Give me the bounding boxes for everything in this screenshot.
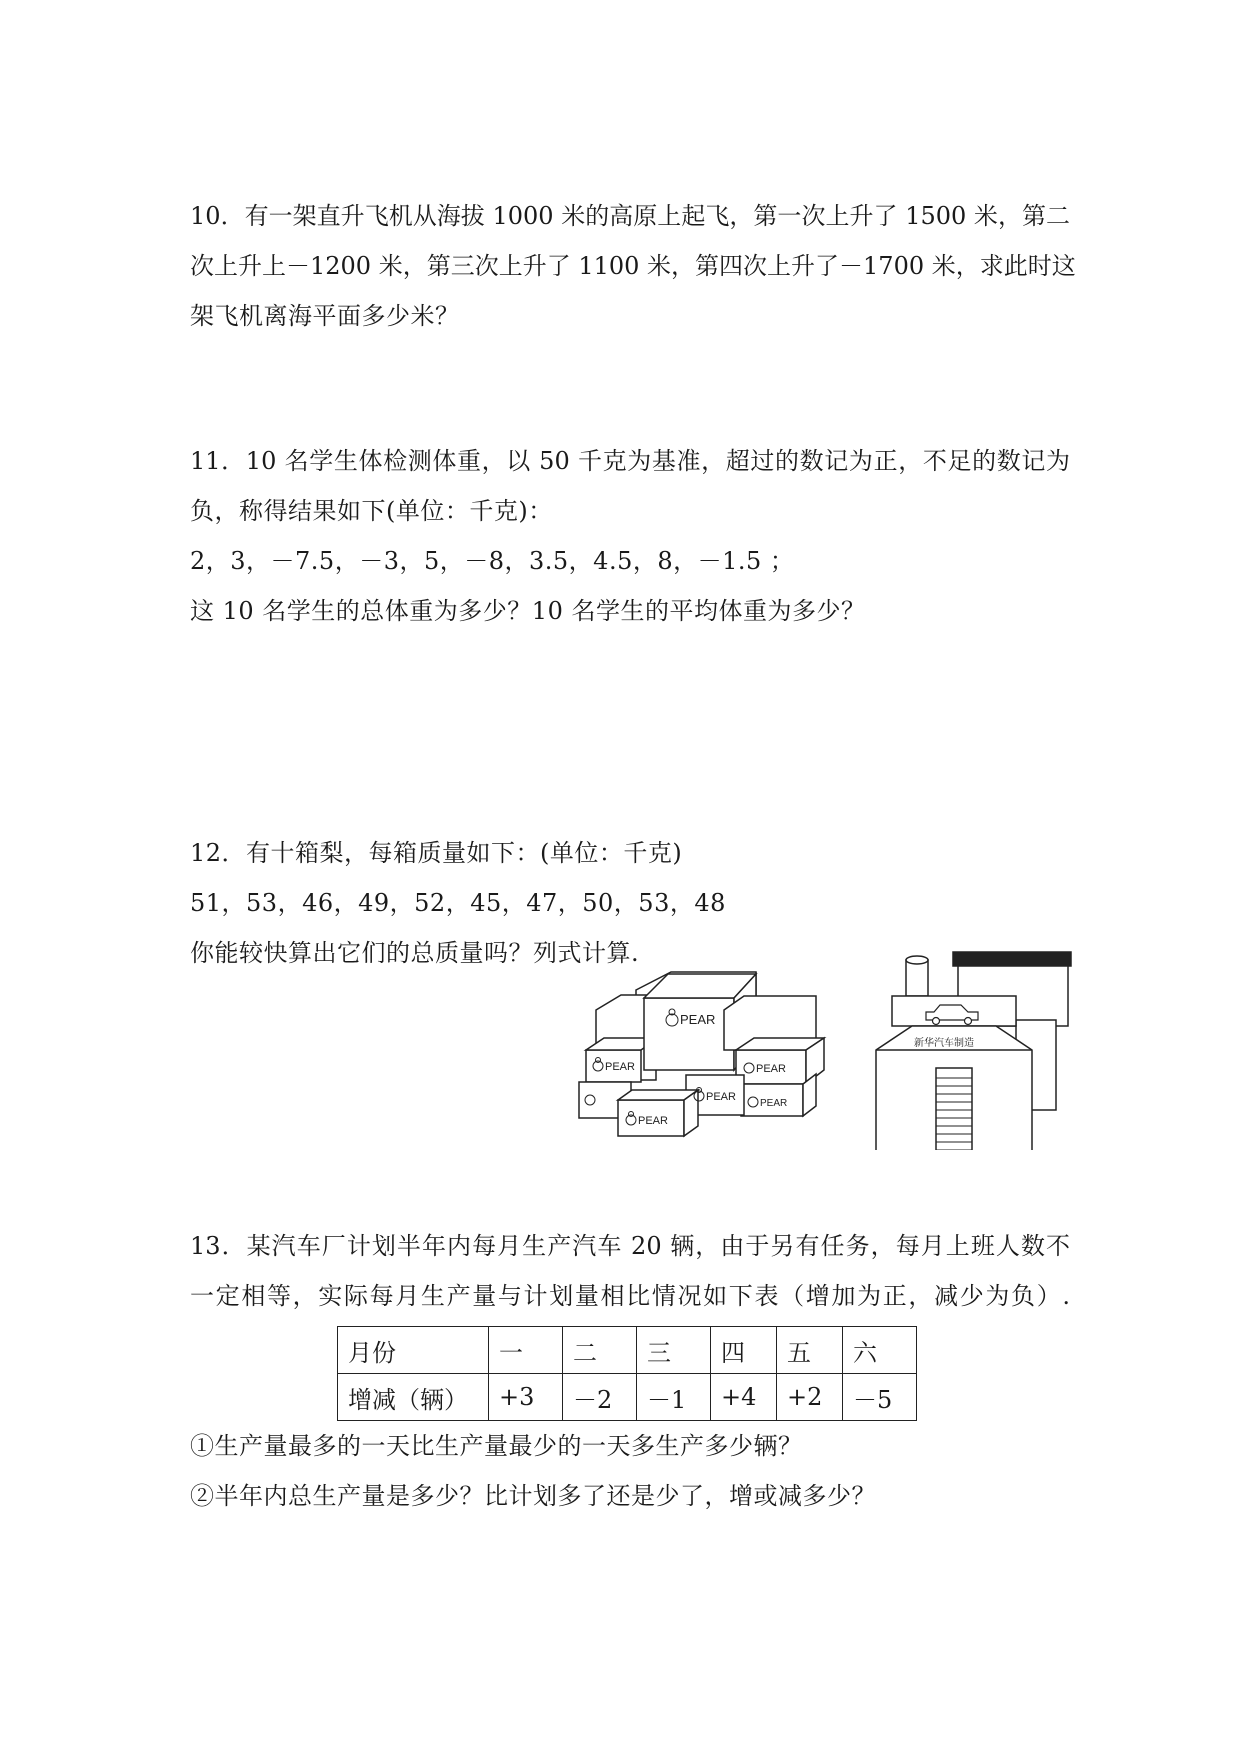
- table-cell-month: 二: [563, 1327, 637, 1374]
- q12-line-3: 你能较快算出它们的总质量吗？列式计算.: [190, 939, 640, 967]
- table-cell-month: 四: [711, 1327, 777, 1374]
- q10-line-2: 次上升上－1200 米，第三次上升了 1100 米，第四次上升了－1700 米，求此时这: [190, 252, 1076, 280]
- table-cell-month: 一: [489, 1327, 563, 1374]
- pear-label-bottom: PEAR: [638, 1115, 668, 1127]
- q11-data-values: 2，3，－7.5，－3，5，－8，3.5，4.5，8，－1.5 ；: [190, 547, 795, 575]
- pear-label-left: PEAR: [605, 1061, 635, 1073]
- pear-label-right-low: PEAR: [760, 1098, 788, 1109]
- table-cell-change: +3: [489, 1374, 563, 1421]
- table-cell-change: －5: [843, 1374, 917, 1421]
- table-header-month: 月份: [338, 1327, 489, 1374]
- pear-label-right: PEAR: [756, 1063, 786, 1075]
- table-cell-month: 六: [843, 1327, 917, 1374]
- q12-data-values: 51，53，46，49，52，45，47，50，53，48: [190, 889, 726, 917]
- table-cell-month: 三: [637, 1327, 711, 1374]
- table-header-change: 增减（辆）: [338, 1374, 489, 1421]
- production-change-table: [337, 1326, 917, 1421]
- pear-label-center: PEAR: [680, 1012, 716, 1027]
- q13-sub-question-2: ②半年内总生产量是多少？比计划多了还是少了，增或减多少？: [190, 1482, 876, 1510]
- q11-line-1: 11．10 名学生体检测体重，以 50 千克为基准，超过的数记为正，不足的数记为: [190, 447, 1070, 475]
- table-cell-month: 五: [777, 1327, 843, 1374]
- table-cell-change: +2: [777, 1374, 843, 1421]
- table-row-changes: [338, 1374, 917, 1421]
- car-factory-illustration: [876, 952, 1071, 1150]
- table-row-months: [338, 1327, 917, 1374]
- q13-line-1: 13．某汽车厂计划半年内每月生产汽车 20 辆，由于另有任务，每月上班人数不: [190, 1232, 1070, 1260]
- pear-boxes-and-factory-illustration: [576, 950, 1076, 1150]
- table-cell-change: －1: [637, 1374, 711, 1421]
- q10-line-3: 架飞机离海平面多少米？: [190, 302, 460, 330]
- pear-boxes-illustration: [579, 972, 824, 1136]
- q11-line-4: 这 10 名学生的总体重为多少？10 名学生的平均体重为多少？: [190, 597, 866, 625]
- q11-line-2: 负，称得结果如下(单位：千克)：: [190, 497, 553, 525]
- table-cell-change: +4: [711, 1374, 777, 1421]
- q10-line-1: 10．有一架直升飞机从海拔 1000 米的高原上起飞，第一次上升了 1500 米，第二: [190, 202, 1070, 230]
- q13-line-2: 一定相等，实际每月生产量与计划量相比情况如下表（增加为正，减少为负）.: [190, 1282, 1070, 1310]
- pear-label-front: PEAR: [706, 1091, 736, 1103]
- q13-sub-question-1: ①生产量最多的一天比生产量最少的一天多生产多少辆？: [190, 1432, 803, 1460]
- q12-line-1: 12．有十箱梨，每箱质量如下：(单位：千克): [190, 839, 683, 867]
- table-cell-change: －2: [563, 1374, 637, 1421]
- factory-sign-text: 新华汽车制造: [914, 1038, 974, 1049]
